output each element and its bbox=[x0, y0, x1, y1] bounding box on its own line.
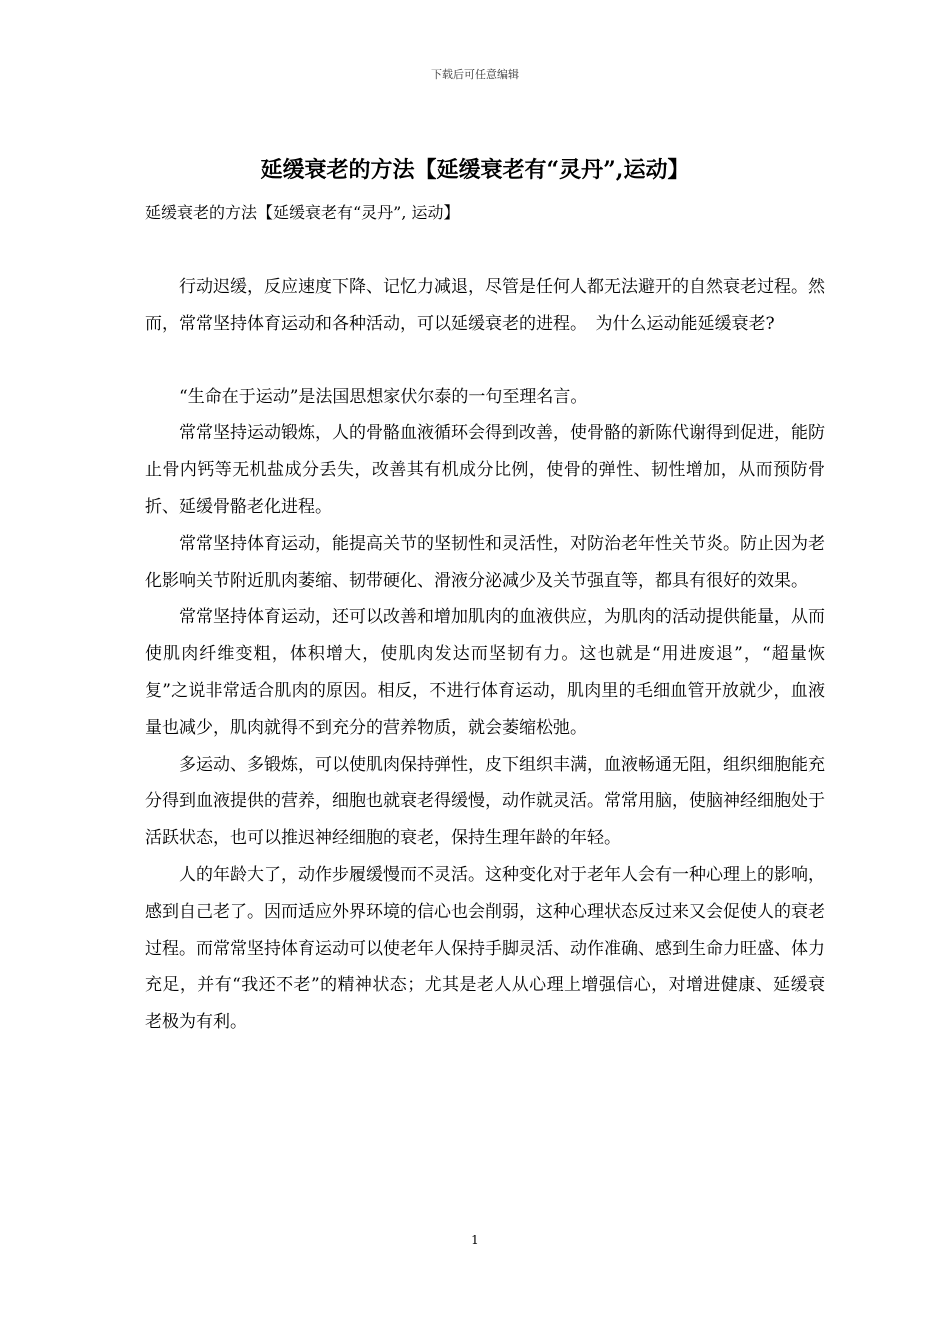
paragraph-brain: 多运动、多锻炼，可以使肌肉保持弹性，皮下组织丰满，血液畅通无阻，组织细胞能充分得到血液提供的营养，细胞也就衰老得缓慢，动作就灵活。常常用脑，使脑神经细胞处于活跃状态，也可以推迟神经细胞的衰老，保持生理年龄的年轻。 bbox=[145, 754, 825, 849]
document-title: 延缓衰老的方法【延缓衰老有“灵丹”,运动】 bbox=[260, 157, 690, 183]
paragraph-quote: “生命在于运动”是法国思想家伏尔泰的一句至理名言。 bbox=[179, 386, 588, 407]
paragraph-intro: 行动迟缓，反应速度下降、记忆力减退，尽管是任何人都无法避开的自然衰老过程。然而，常常坚持体育运动和各种活动，可以延缓衰老的进程。 为什么运动能延缓衰老? bbox=[145, 277, 825, 334]
document-subtitle: 延缓衰老的方法【延缓衰老有“灵丹”, 运动】 bbox=[145, 203, 460, 222]
page-header: 下载后可任意编辑 bbox=[431, 68, 519, 81]
paragraph-spacer bbox=[145, 343, 825, 379]
paragraph-bones: 常常坚持运动锻炼，人的骨骼血液循环会得到改善，使骨骼的新陈代谢得到促进，能防止骨内钙等无机盐成分丢失，改善其有机成分比例，使骨的弹性、韧性增加，从而预防骨折、延缓骨骼老化进程。 bbox=[145, 423, 825, 517]
paragraph-psychology: 人的年龄大了，动作步履缓慢而不灵活。这种变化对于老年人会有一种心理上的影响，感到自己老了。因而适应外界环境的信心也会削弱，这种心理状态反过来又会促使人的衰老过程。而常常坚持体育运动可以使老年人保持手脚灵活、动作准确、感到生命力旺盛、体力充足，并有“我还不老”的精神状态；尤其是老人从心理上增强信心，对增进健康、延缓衰老极为有利。 bbox=[145, 864, 825, 1033]
document-body bbox=[145, 269, 825, 1041]
paragraph-muscles: 常常坚持体育运动，还可以改善和增加肌肉的血液供应，为肌肉的活动提供能量，从而使肌肉纤维变粗，体积增大，使肌肉发达而坚韧有力。这也就是“用进废退”，“超量恢复”之说非常适合肌肉的原因。相反，不进行体育运动，肌肉里的毛细血管开放就少，血液量也减少，肌肉就得不到充分的营养物质，就会萎缩松弛。 bbox=[145, 607, 825, 738]
paragraph-joints: 常常坚持体育运动，能提高关节的坚韧性和灵活性，对防治老年性关节炎。防止因为老化影响关节附近肌肉萎缩、韧带硬化、滑液分泌减少及关节强直等，都具有很好的效果。 bbox=[145, 533, 825, 591]
page-number: 1 bbox=[471, 1233, 479, 1247]
